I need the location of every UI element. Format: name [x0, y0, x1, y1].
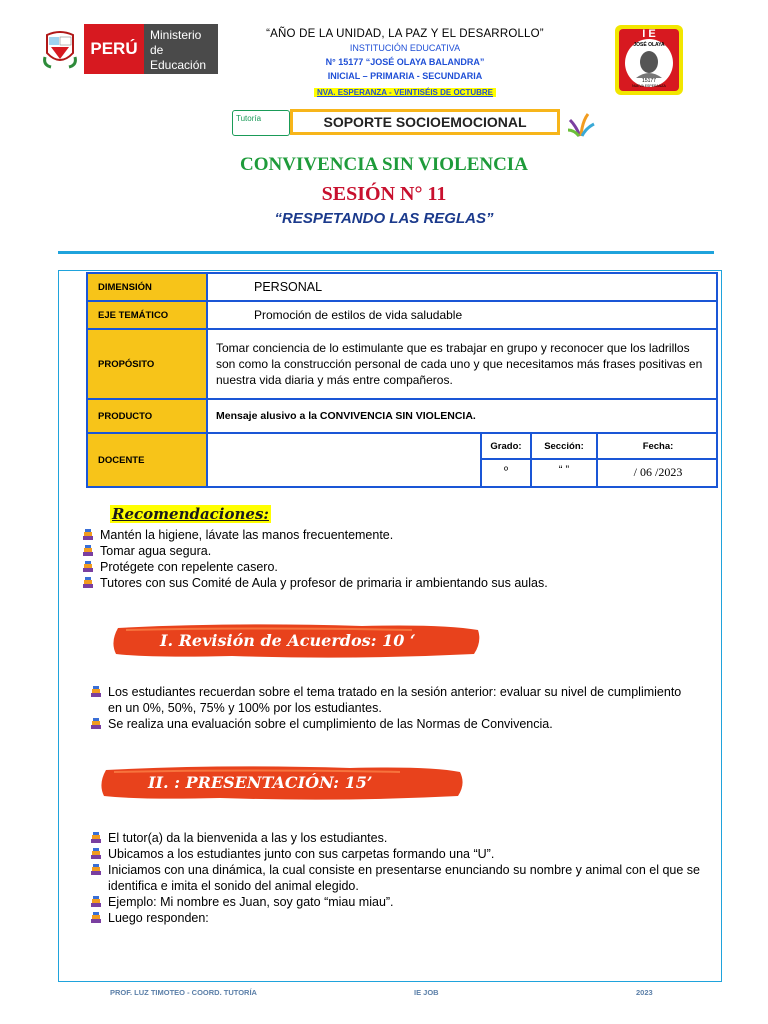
school-seal-icon [614, 24, 684, 96]
support-banner [290, 109, 560, 135]
ministerio-label: Ministerio de Educación [144, 24, 218, 74]
table-row [87, 273, 717, 301]
fecha-value: / 06 /2023 [633, 465, 683, 479]
book-bullet-icon [90, 718, 102, 730]
book-bullet-icon [82, 529, 94, 541]
list-item: Protégete con repelente casero. [82, 559, 722, 575]
book-bullet-icon [90, 912, 102, 924]
seal-name: JOSÉ OLAYA [633, 42, 665, 48]
list-item: Se realiza una evaluación sobre el cumplimiento de las Normas de Convivencia. [90, 716, 690, 732]
list-item: Luego responden: [90, 910, 700, 926]
school-address: NVA. ESPERANZA - VEINTISÉIS DE OCTUBRE [314, 88, 496, 97]
list-item: Tomar agua segura. [82, 543, 722, 559]
section-2-title: II. : PRESENTACIÓN: 15’ [148, 773, 373, 792]
list-item: El tutor(a) da la bienvenida a las y los estudiantes. [90, 830, 700, 846]
footer-year: 2023 [636, 988, 653, 997]
book-bullet-icon [82, 577, 94, 589]
seal-bottom: NUEVA ESPERANZA [632, 84, 666, 88]
list-item: Ubicamos a los estudiantes junto con sus carpetas formando una “U”. [90, 846, 700, 862]
institution-line2: N° 15177 “JOSÉ OLAYA BALANDRA” [325, 57, 485, 67]
dimension-value: PERSONAL [207, 273, 717, 301]
peru-label: PERÚ [84, 24, 144, 74]
year-motto: “AÑO DE LA UNIDAD, LA PAZ Y EL DESARROLLO” [266, 28, 544, 40]
section-1-title: I. Revisión de Acuerdos: 10 ‘ [160, 631, 416, 650]
section-2-list [90, 830, 700, 926]
grado-value: º [503, 465, 509, 477]
institution-line3: INICIAL – PRIMARIA - SECUNDARIA [327, 71, 483, 81]
proposito-value: Tomar conciencia de lo estimulante que es trabajar en grupo y reconocer que los ladrillos son como la construcción personal de cada uno y que necesitamos más frases positivas en nuestra vida diaria y más entre compañeros. [207, 329, 717, 399]
footer-school: IE JOB [414, 988, 439, 997]
minedu-logo [40, 24, 218, 74]
book-bullet-icon [90, 864, 102, 876]
list-item: Ejemplo: Mi nombre es Juan, soy gato “miau miau”. [90, 894, 700, 910]
producto-value: Mensaje alusivo a la CONVIVENCIA SIN VIOLENCIA. [207, 399, 717, 433]
grado-label: Grado: [490, 441, 522, 452]
table-row [87, 433, 717, 487]
eje-label: EJE TEMÁTICO [87, 301, 207, 329]
list-item: Los estudiantes recuerdan sobre el tema tratado en la sesión anterior: evaluar su nivel de cumplimiento en un 0%, 50%, 75% y 100% por los estudiantes. [90, 684, 690, 716]
recommendations-title: Recomendaciones: [112, 505, 269, 523]
list-item: Iniciamos con una dinámica, la cual consiste en presentarse enunciando su nombre y animal con el que se identifica e imita el sonido del animal elegido. [90, 862, 700, 894]
tutoria-logo [232, 110, 290, 136]
tutoria-label: Tutoría [236, 114, 262, 123]
section-1-list [90, 684, 690, 732]
seccion-value: “ ” [558, 464, 570, 476]
book-bullet-icon [90, 686, 102, 698]
producto-label: PRODUCTO [87, 399, 207, 433]
footer-author: PROF. LUZ TIMOTEO - COORD. TUTORÍA [110, 988, 257, 997]
docente-label: DOCENTE [87, 433, 207, 487]
session-info-table [86, 272, 718, 488]
divider [58, 251, 714, 254]
book-bullet-icon [82, 545, 94, 557]
list-item: Mantén la higiene, lávate las manos frecuentemente. [82, 527, 722, 543]
session-title: SESIÓN N° 11 [321, 183, 447, 205]
main-title: CONVIVENCIA SIN VIOLENCIA [240, 154, 528, 175]
table-row [87, 329, 717, 399]
seal-ie: I E [642, 28, 656, 40]
date-grid [480, 434, 716, 486]
colorful-leaf-icon [566, 110, 596, 138]
proposito-label: PROPÓSITO [87, 329, 207, 399]
dimension-label: DIMENSIÓN [87, 273, 207, 301]
eje-value: Promoción de estilos de vida saludable [207, 301, 717, 329]
book-bullet-icon [82, 561, 94, 573]
session-subtitle: “RESPETANDO LAS REGLAS” [274, 210, 494, 227]
institution-line1: INSTITUCIÓN EDUCATIVA [349, 43, 461, 53]
support-label: SOPORTE SOCIOEMOCIONAL [323, 114, 527, 130]
book-bullet-icon [90, 896, 102, 908]
book-bullet-icon [90, 848, 102, 860]
section-2-banner [100, 764, 466, 802]
coat-of-arms-icon [40, 25, 80, 73]
book-bullet-icon [90, 832, 102, 844]
fecha-label: Fecha: [642, 441, 674, 452]
seal-number: 15177 [642, 78, 656, 84]
table-row [87, 399, 717, 433]
school-header [220, 28, 590, 100]
table-row [87, 301, 717, 329]
recommendations-list [82, 527, 722, 591]
list-item: Tutores con sus Comité de Aula y profesor de primaria ir ambientando sus aulas. [82, 575, 722, 591]
docente-cell [207, 433, 717, 487]
section-1-banner [112, 622, 484, 660]
seccion-label: Sección: [544, 441, 584, 452]
